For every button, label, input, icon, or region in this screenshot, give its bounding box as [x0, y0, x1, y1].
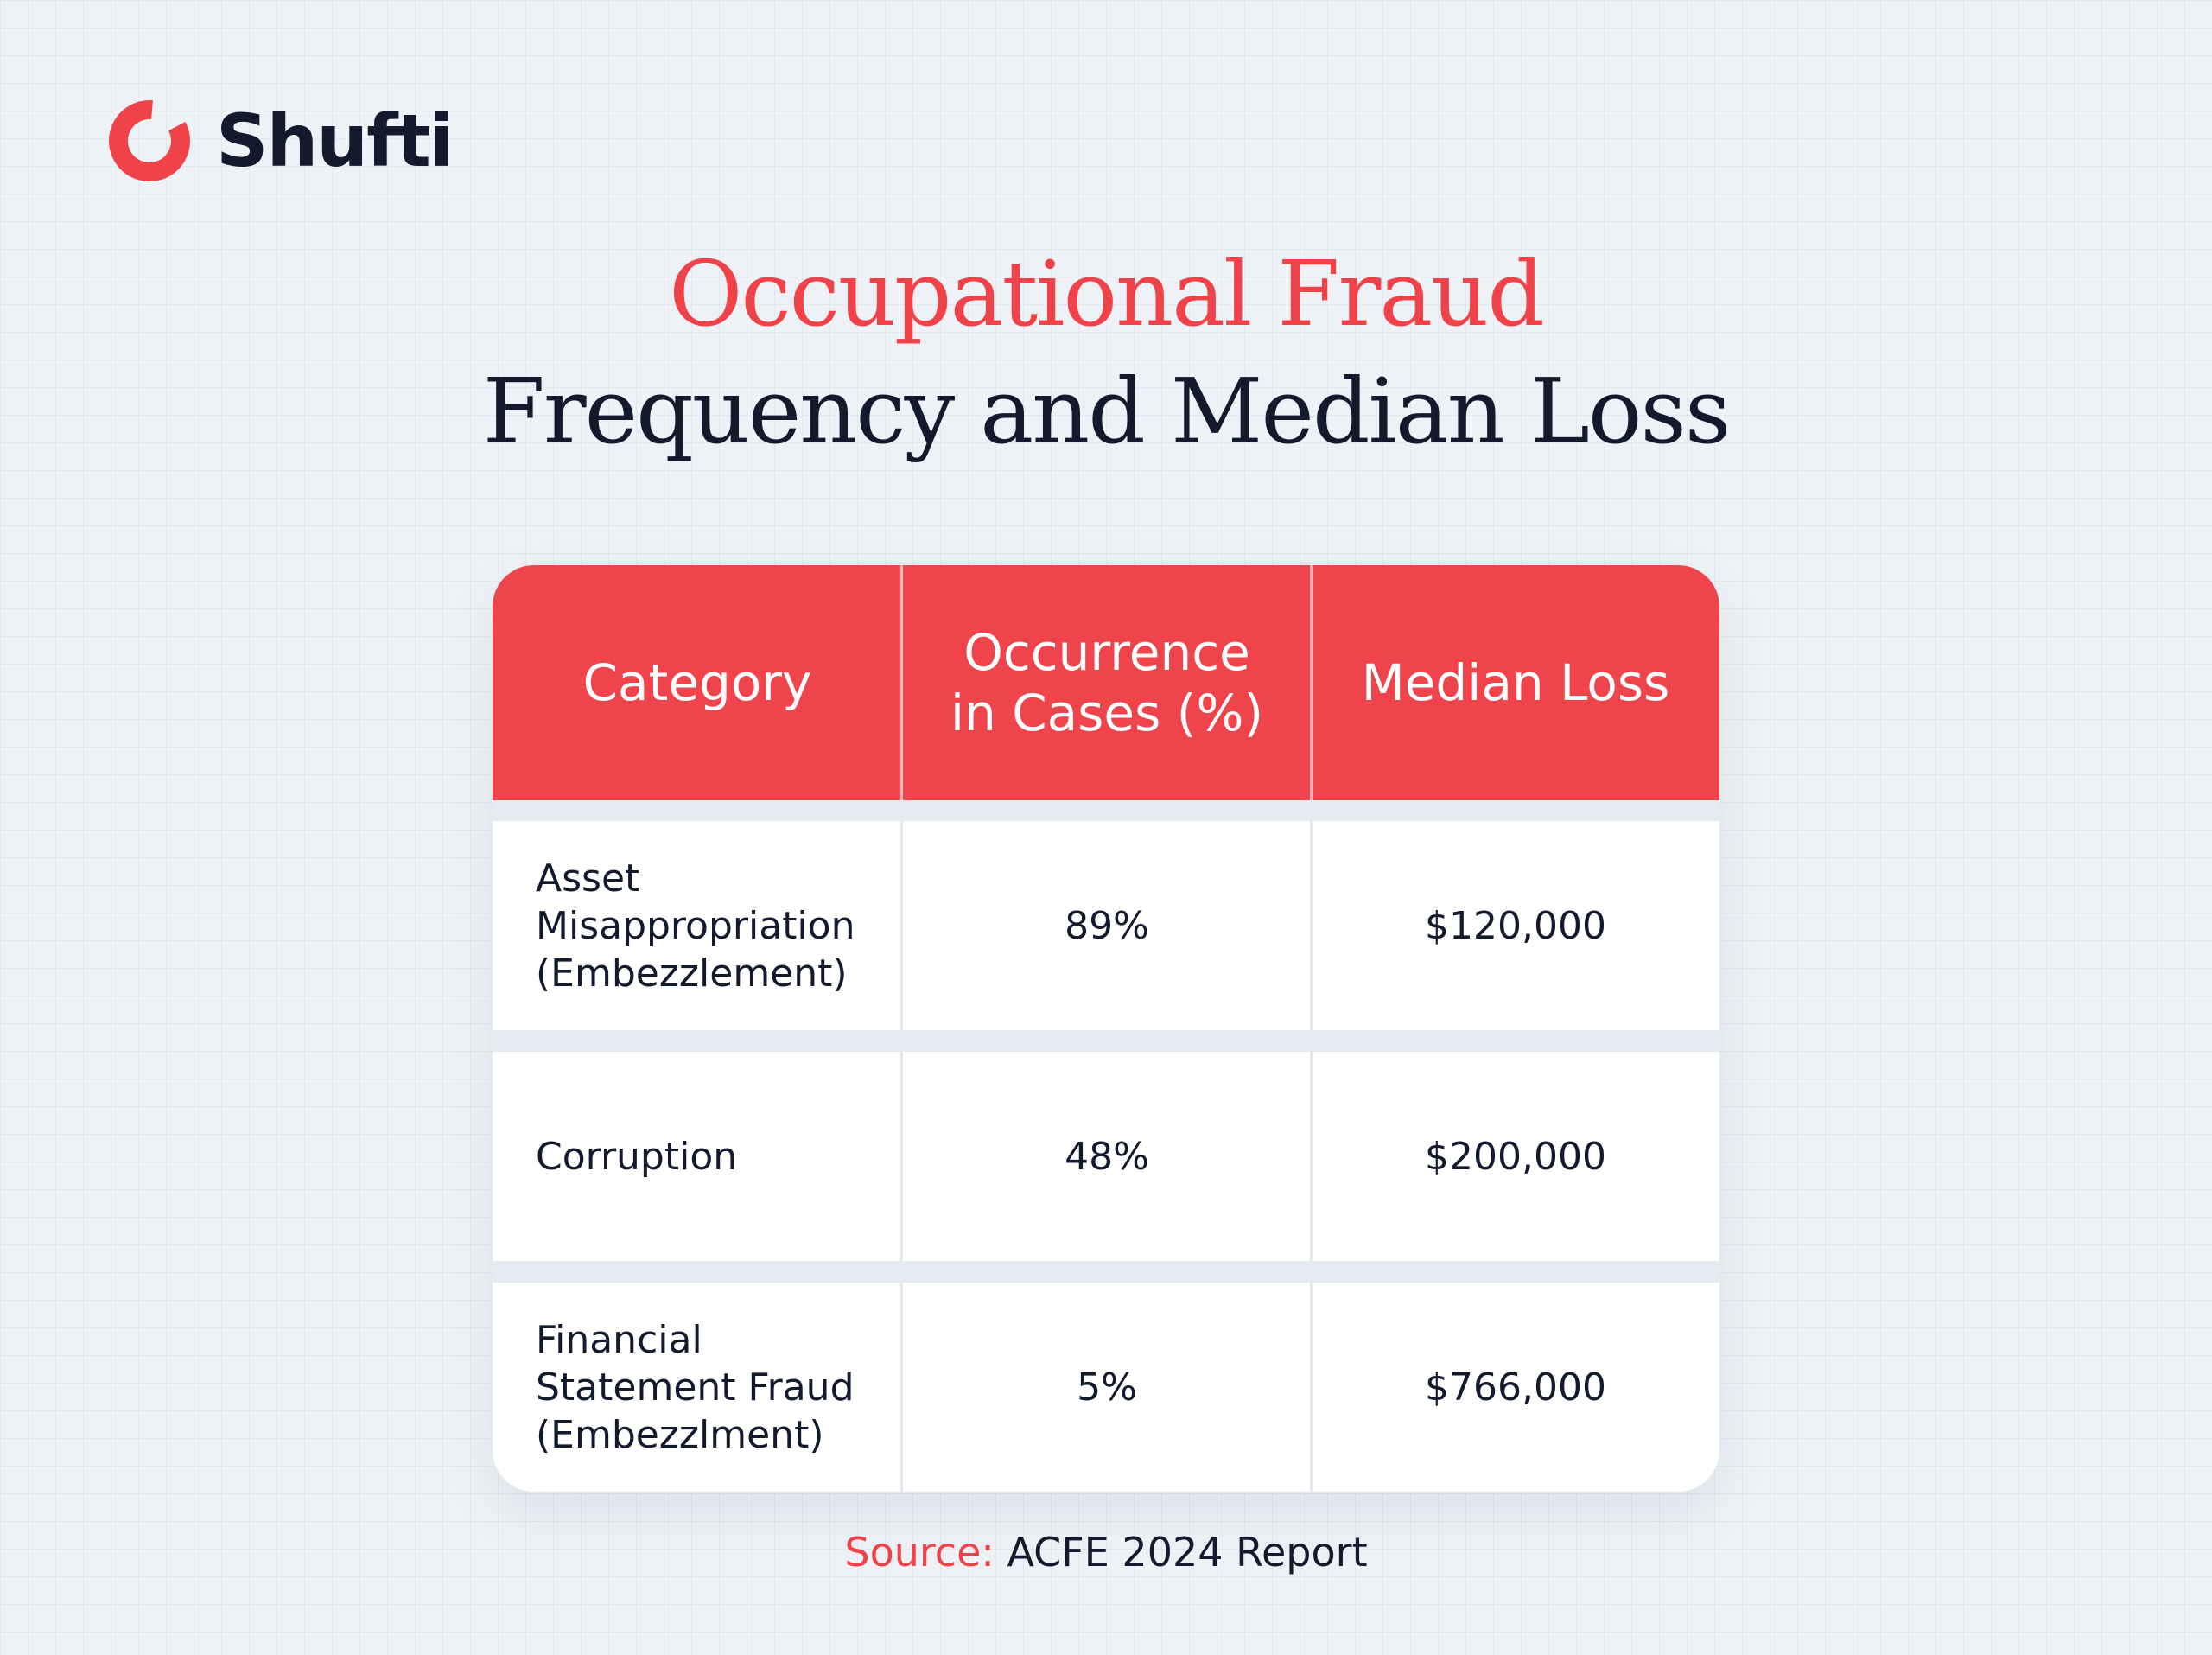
table-row [493, 821, 1719, 1030]
cell-occurrence: 5% [1077, 1365, 1137, 1410]
cell-occurrence: 89% [1065, 903, 1149, 948]
cell-category: Financial Statement Fraud (Embezzlment) [536, 1317, 855, 1457]
page-subtitle: Frequency and Median Loss [482, 359, 1730, 464]
source-label: Source: [844, 1529, 995, 1575]
cell-median-loss: $200,000 [1425, 1134, 1606, 1179]
column-header-median-loss: Median Loss [1361, 653, 1670, 712]
table-header-row [493, 565, 1719, 800]
source-text: ACFE 2024 Report [1007, 1529, 1368, 1575]
cell-category: Corruption [536, 1134, 738, 1179]
fraud-table [493, 565, 1719, 1492]
cell-median-loss: $766,000 [1425, 1365, 1606, 1410]
cell-median-loss: $120,000 [1425, 903, 1606, 948]
column-header-category: Category [582, 653, 812, 712]
table-row [493, 1283, 1719, 1492]
brand-logo [102, 93, 453, 188]
source-note [0, 1528, 2212, 1576]
page-title: Occupational Fraud [669, 241, 1543, 347]
cell-occurrence: 48% [1065, 1134, 1149, 1179]
shufti-ring-icon [102, 93, 197, 188]
table-row [493, 1052, 1719, 1261]
brand-name: Shufti [216, 99, 453, 183]
column-header-occurrence: Occurrence in Cases (%) [950, 623, 1264, 742]
cell-category: Asset Misappropriation (Embezzlement) [536, 856, 855, 996]
